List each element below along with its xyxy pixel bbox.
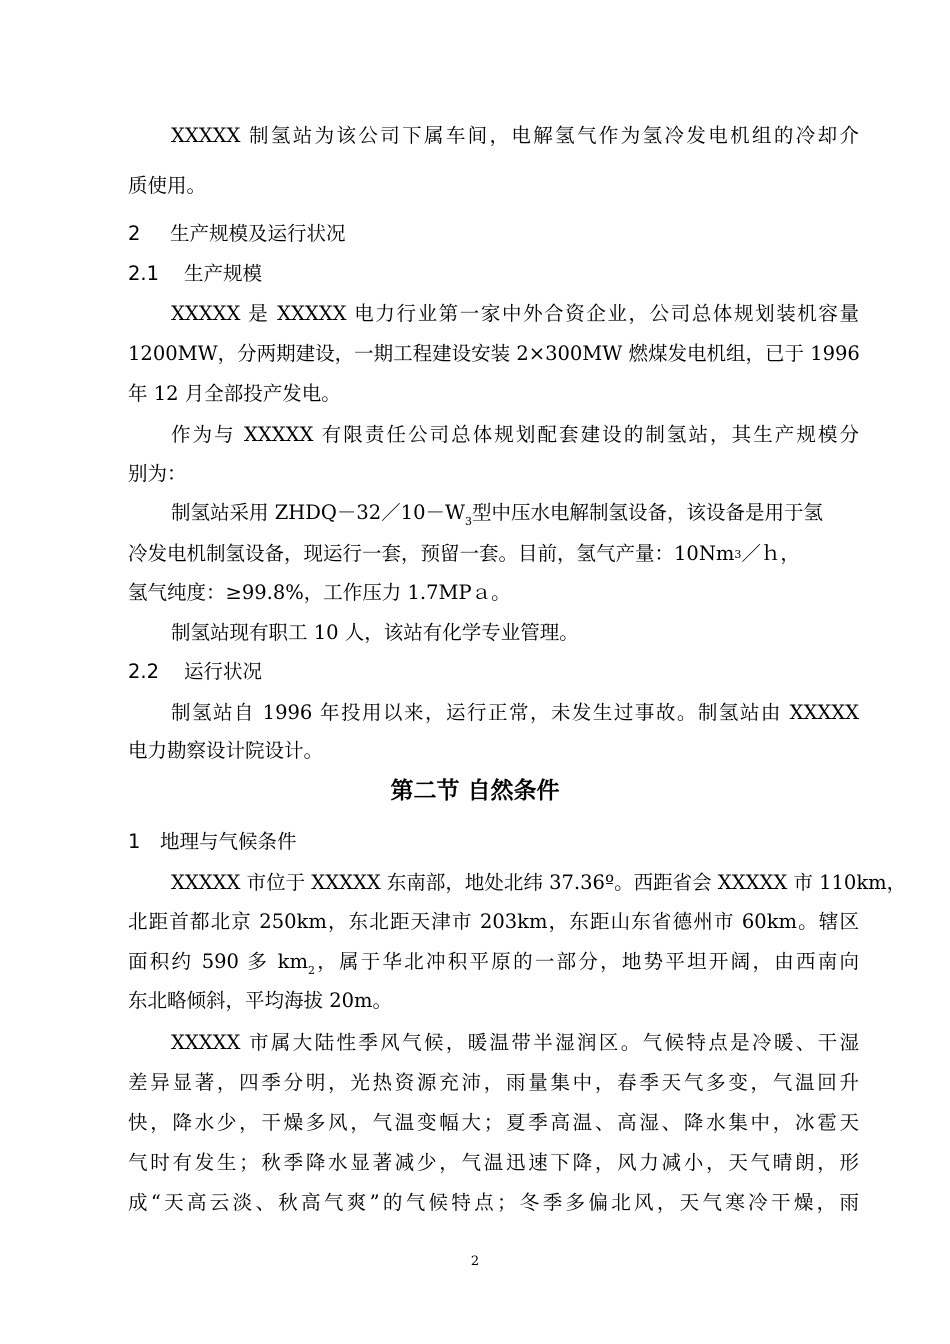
paragraph-line: 东北略倾斜，平均海拔 20m。 xyxy=(128,989,393,1012)
text-segment: 冷发电机制氢设备，现运行一套，预留一套。目前，氢气产量：10Nm xyxy=(128,542,735,565)
paragraph-line: XXXXX 是 XXXXX 电力行业第一家中外合资企业，公司总体规划装机容量 xyxy=(171,302,859,325)
superscript: 3 xyxy=(734,548,742,561)
paragraph-line: 质使用。 xyxy=(128,174,207,197)
text-segment: ／ｈ， xyxy=(741,542,800,565)
paragraph-line: XXXXX 市位于 XXXXX 东南部，地处北纬 37.36º。西距省会 XXXXX 市 110km， xyxy=(171,871,907,894)
heading-text: 地理与气候条件 xyxy=(160,830,297,853)
paragraph-line xyxy=(171,503,823,527)
paragraph-line xyxy=(128,952,859,976)
heading-number: 2 xyxy=(128,222,141,245)
subsection-heading xyxy=(128,662,262,682)
section-heading xyxy=(128,832,297,852)
heading-number: 2.2 xyxy=(128,660,160,683)
paragraph-line: XXXXX 制氢站为该公司下属车间，电解氢气作为氢冷发电机组的冷却介 xyxy=(171,124,859,147)
page-number: 2 xyxy=(470,1254,480,1269)
paragraph-line: 年 12 月全部投产发电。 xyxy=(128,382,341,405)
paragraph-line: 1200MW，分两期建设，一期工程建设安装 2×300MW 燃煤发电机组，已于 1996 xyxy=(128,342,860,365)
heading-number: 2.1 xyxy=(128,262,160,285)
paragraph-line: 差异显著，四季分明，光热资源充沛，雨量集中，春季天气多变，气温回升 xyxy=(128,1071,859,1094)
paragraph-line: 氢气纯度：≥99.8%，工作压力 1.7MPａ。 xyxy=(128,581,511,604)
paragraph-line: 制氢站现有职工 10 人，该站有化学专业管理。 xyxy=(171,621,579,644)
heading-text: 生产规模 xyxy=(184,262,263,285)
text-segment: 型中压水电解制氢设备，该设备是用于氢 xyxy=(472,501,824,524)
paragraph-line xyxy=(128,544,800,564)
section-heading xyxy=(128,224,346,244)
text-segment: 面积约 590 多 km xyxy=(128,950,308,973)
subsection-heading xyxy=(128,264,262,284)
paragraph-line: 制氢站自 1996 年投用以来，运行正常，未发生过事故。制氢站由 XXXXX xyxy=(171,701,859,724)
paragraph-line: 别为： xyxy=(128,462,187,485)
heading-number: 1 xyxy=(128,830,141,853)
paragraph-line: XXXXX 市属大陆性季风气候，暖温带半湿润区。气候特点是冷暖、干湿 xyxy=(171,1031,859,1054)
paragraph-line: 成“天高云淡、秋高气爽”的气候特点；冬季多偏北风，天气寒冷干燥，雨 xyxy=(128,1191,859,1214)
subscript: 2 xyxy=(307,964,315,977)
heading-text: 运行状况 xyxy=(184,660,263,683)
paragraph-line: 电力勘察设计院设计。 xyxy=(128,739,324,762)
subscript: 3 xyxy=(465,515,473,528)
paragraph-line: 作为与 XXXXX 有限责任公司总体规划配套建设的制氢站，其生产规模分 xyxy=(171,423,859,446)
text-segment: 制氢站采用 ZHDQ－32／10－W xyxy=(171,501,466,524)
paragraph-line: 气时有发生；秋季降水显著减少，气温迅速下降，风力减小，天气晴朗，形 xyxy=(128,1151,859,1174)
paragraph-line: 北距首都北京 250km，东北距天津市 203km，东距山东省德州市 60km。辖区 xyxy=(128,910,859,933)
paragraph-line: 快，降水少，干燥多风，气温变幅大；夏季高温、高湿、降水集中，冰雹天 xyxy=(128,1111,859,1134)
text-segment: ，属于华北冲积平原的一部分，地势平坦开阔，由西南向 xyxy=(314,950,859,973)
section-title: 第二节 自然条件 xyxy=(390,778,560,804)
heading-text: 生产规模及运行状况 xyxy=(170,222,346,245)
